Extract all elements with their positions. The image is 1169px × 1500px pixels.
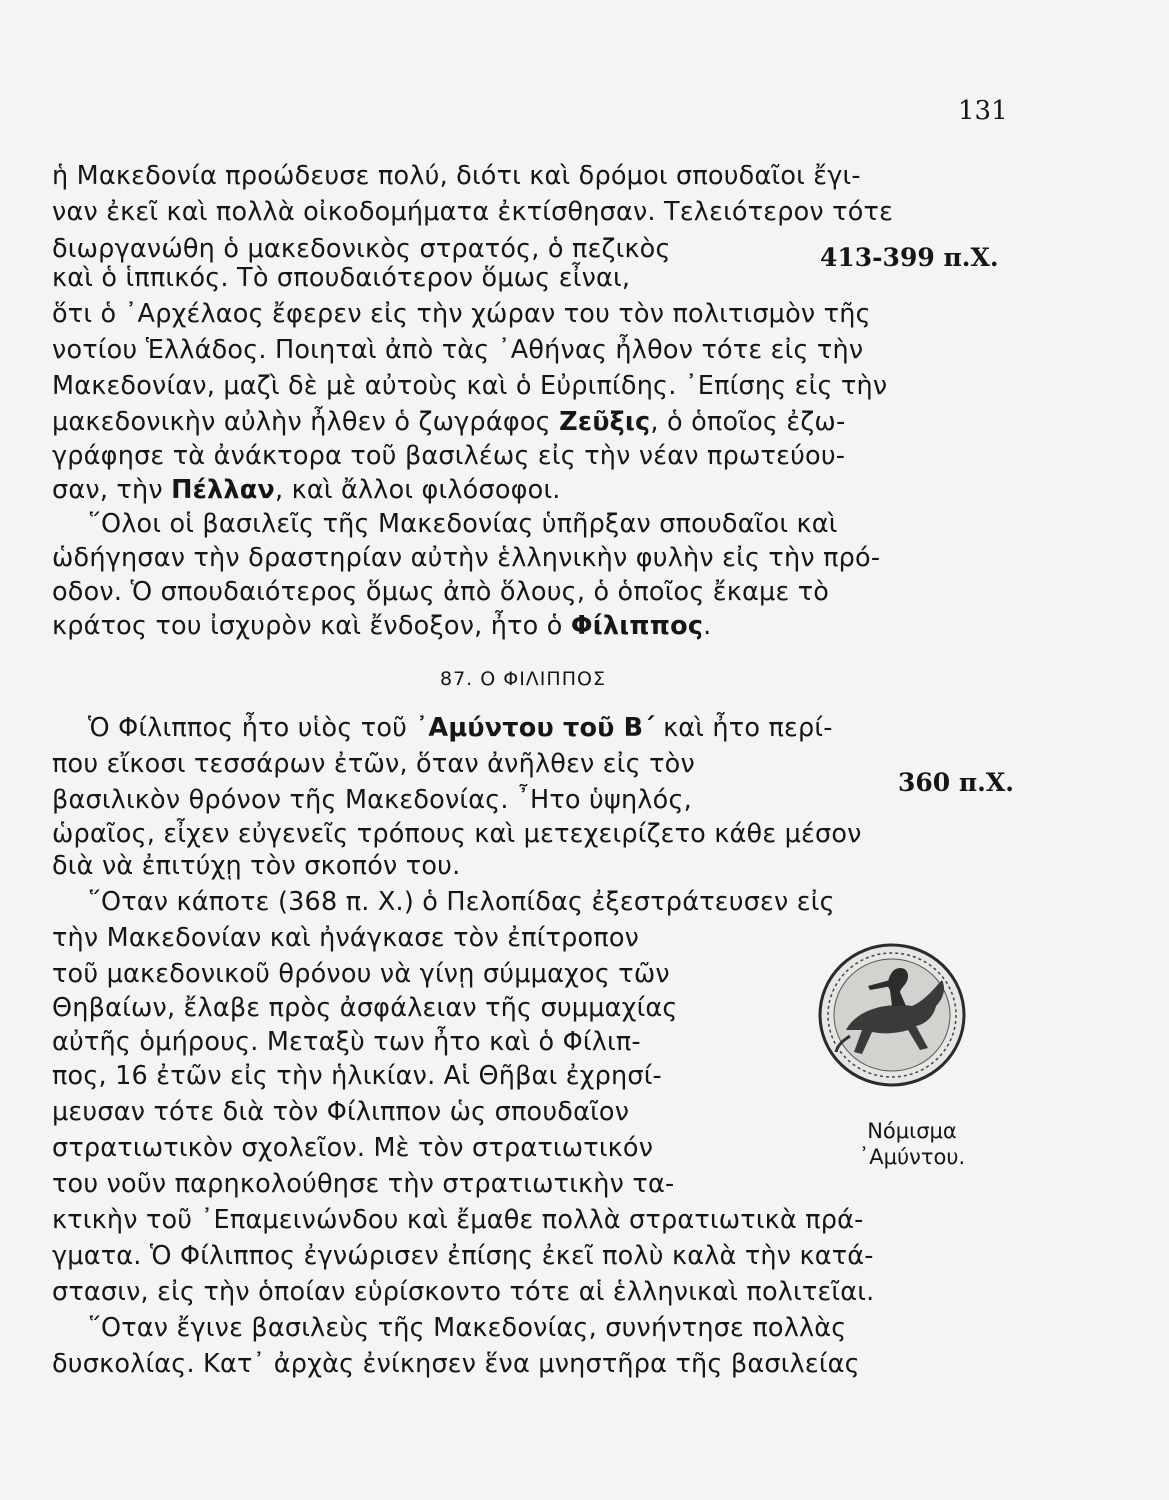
text-line: ἡ Μακεδονία προώδευσε πολύ, διότι καὶ δρόμοι σπουδαῖοι ἔγι-	[52, 161, 861, 191]
text-span: , καὶ ἄλλοι φιλόσοφοι.	[275, 475, 561, 505]
text-line: ῞Οταν κάποτε (368 π. Χ.) ὁ Πελοπίδας ἐξεστράτευσεν εἰς	[88, 887, 835, 917]
text-line: στασιν, εἰς τὴν ὁποίαν εὑρίσκοντο τότε αἱ ἑλληνικαὶ πολιτεῖαι.	[52, 1277, 875, 1307]
text-span: Ὁ Φίλιππος ἦτο υἱὸς τοῦ	[88, 713, 408, 743]
text-line: Μακεδονίαν, μαζὶ δὲ μὲ αὐτοὺς καὶ ὁ Εὐριπίδης. ᾿Επίσης εἰς τὴν	[52, 371, 888, 401]
caption-line: Νόμισμα	[867, 1119, 957, 1143]
coin-caption	[836, 1118, 988, 1170]
text-line: Θηβαίων, ἔλαβε πρὸς ἀσφάλειαν τῆς συμμαχίας	[52, 993, 678, 1023]
text-line: κτικὴν τοῦ ᾿Επαμεινώνδου καὶ ἔμαθε πολλὰ στρατιωτικὰ πρά-	[52, 1205, 864, 1235]
name-amyntas: ᾿Αμύντου τοῦ Β΄	[415, 713, 655, 743]
text-line	[52, 610, 711, 642]
page-number: 131	[958, 96, 1008, 126]
text-span: κράτος του ἰσχυρὸν καὶ ἔνδοξον, ἦτο ὁ	[52, 611, 563, 641]
text-line	[52, 474, 561, 506]
text-line: ῞Ολοι οἱ βασιλεῖς τῆς Μακεδονίας ὑπῆρξαν σπουδαῖοι καὶ	[88, 509, 838, 539]
text-line: δυσκολίας. Κατ᾿ ἀρχὰς ἐνίκησεν ἕνα μνηστῆρα τῆς βασιλείας	[52, 1349, 860, 1379]
caption-line: ᾿Αμύντου.	[858, 1145, 966, 1169]
text-line: του νοῦν παρηκολούθησε τὴν στρατιωτικὴν τα-	[52, 1169, 675, 1199]
text-line: ῞Οταν ἔγινε βασιλεὺς τῆς Μακεδονίας, συνήντησε πολλὰς	[88, 1313, 847, 1343]
text-span: σαν, τὴν	[52, 475, 163, 505]
text-line: καὶ ὁ ἱππικός. Τὸ σπουδαιότερον ὅμως εἶναι,	[52, 263, 631, 293]
text-line: αὐτῆς ὁμήρους. Μεταξὺ των ἦτο καὶ ὁ Φίλιπ-	[52, 1027, 641, 1057]
text-line: νοτίου Ἑλλάδος. Ποιηταὶ ἀπὸ τὰς ᾿Αθήνας ἦλθον τότε εἰς τὴν	[52, 335, 864, 365]
text-line: γματα. Ὁ Φίλιππος ἐγνώρισεν ἐπίσης ἐκεῖ πολὺ καλὰ τὴν κατά-	[52, 1241, 874, 1271]
text-line: ὡδήγησαν τὴν δραστηρίαν αὐτὴν ἑλληνικὴν φυλὴν εἰς τὴν πρό-	[52, 543, 881, 573]
text-span: .	[703, 611, 712, 641]
text-line: ναν ἐκεῖ καὶ πολλὰ οἰκοδομήματα ἐκτίσθησαν. Τελειότερον τότε	[52, 197, 894, 227]
text-line: τοῦ μακεδονικοῦ θρόνου νὰ γίνῃ σύμμαχος τῶν	[52, 959, 670, 989]
margin-date: 360 π.Χ.	[898, 768, 1014, 797]
text-line: οδον. Ὁ σπουδαιότερος ὅμως ἀπὸ ὅλους, ὁ ὁποῖος ἔκαμε τὸ	[52, 577, 830, 607]
text-line: μευσαν τότε διὰ τὸν Φίλιππον ὡς σπουδαῖον	[52, 1097, 630, 1127]
text-line: που εἴκοσι τεσσάρων ἐτῶν, ὅταν ἀνῆλθεν εἰς τὸν	[52, 749, 695, 779]
text-line: στρατιωτικὸν σχολεῖον. Μὲ τὸν στρατιωτικόν	[52, 1133, 654, 1163]
text-line: βασιλικὸν θρόνον τῆς Μακεδονίας. ῏Ητο ὑψηλός,	[52, 785, 692, 815]
text-line: πος, 16 ἐτῶν εἰς τὴν ἡλικίαν. Αἱ Θῆβαι ἐχρησί-	[52, 1061, 662, 1091]
name-zeuxis: Ζεῦξις	[559, 407, 651, 437]
text-line: ὅτι ὁ ᾿Αρχέλαος ἔφερεν εἰς τὴν χώραν του τὸν πολιτισμὸν τῆς	[52, 299, 871, 329]
text-line: διὰ νὰ ἐπιτύχῃ τὸν σκοπόν του.	[52, 851, 461, 881]
text-span: καὶ ἦτο περί-	[663, 713, 833, 743]
text-line: διωργανώθη ὁ μακεδονικὸς στρατός, ὁ πεζικὸς	[52, 234, 671, 264]
coin-image	[816, 940, 968, 1090]
text-line	[88, 712, 833, 744]
text-span: , ὁ ὁποῖος ἐζω-	[650, 407, 846, 437]
name-philippos: Φίλιππος	[570, 611, 704, 641]
text-span: μακεδονικὴν αὐλὴν ἦλθεν ὁ ζωγράφος	[52, 407, 551, 437]
text-line: τὴν Μακεδονίαν καὶ ἠνάγκασε τὸν ἐπίτροπον	[52, 923, 640, 953]
margin-date: 413-399 π.Χ.	[820, 243, 999, 272]
text-line: γράφησε τὰ ἀνάκτορα τοῦ βασιλέως εἰς τὴν νέαν πρωτεύου-	[52, 441, 846, 471]
text-line	[52, 406, 845, 438]
name-pella: Πέλλαν	[171, 475, 276, 505]
section-heading: 87. Ο ΦΙΛΙΠΠΟΣ	[440, 668, 606, 690]
text-line: ὡραῖος, εἶχεν εὐγενεῖς τρόπους καὶ μετεχειρίζετο κάθε μέσον	[52, 819, 862, 849]
